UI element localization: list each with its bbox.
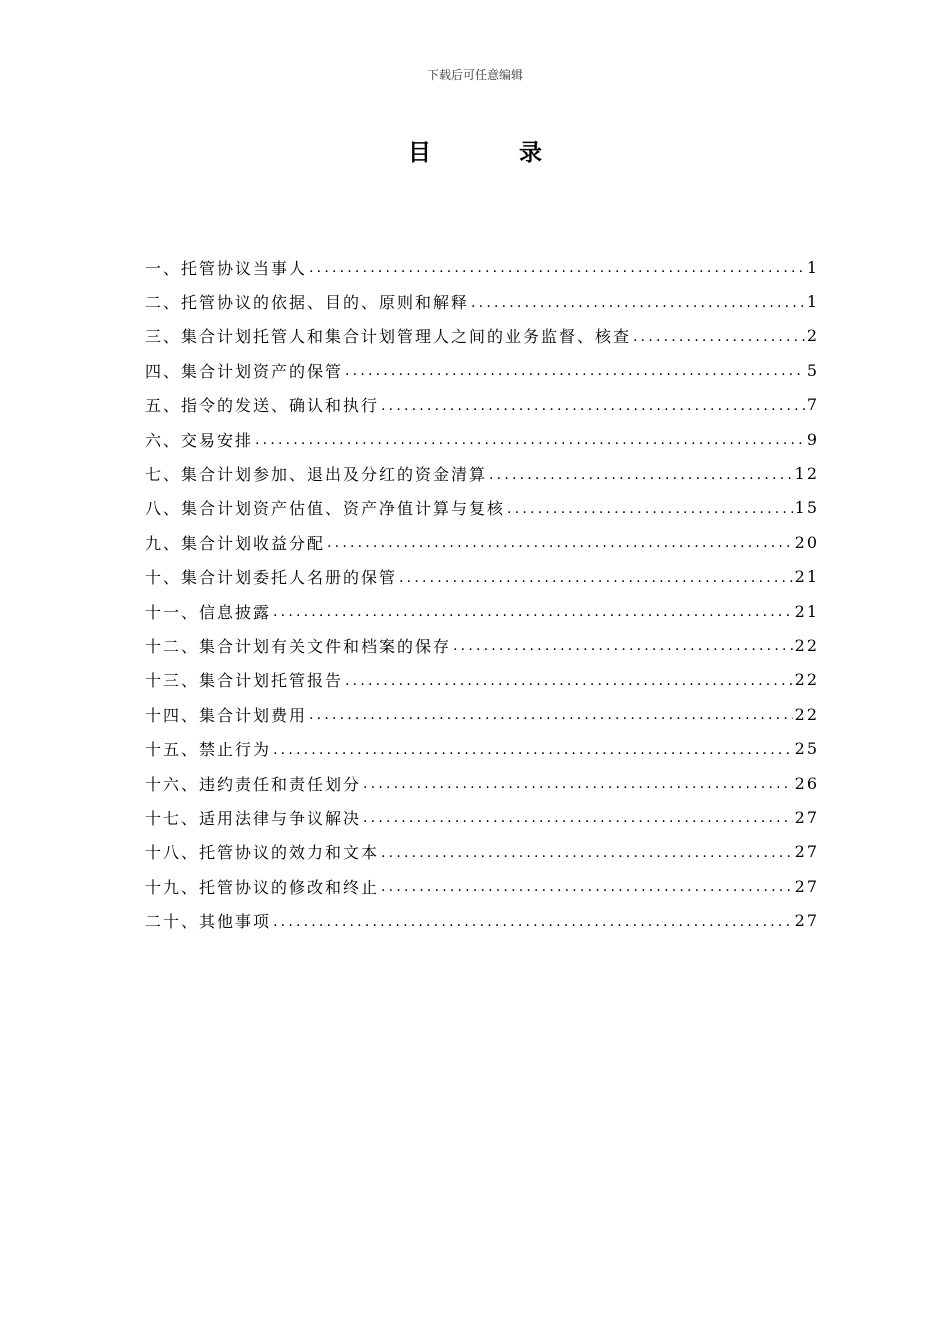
toc-entry[interactable] xyxy=(145,491,819,525)
toc-entry-label: 四、集合计划资产的保管 xyxy=(145,361,344,381)
toc-leader-dots xyxy=(363,806,793,828)
toc-entry[interactable] xyxy=(145,628,819,662)
toc-entry-page-number: 7 xyxy=(806,395,819,415)
toc-entry[interactable] xyxy=(145,835,819,869)
toc-leader-dots xyxy=(489,463,793,485)
toc-entry-page-number: 12 xyxy=(794,464,819,484)
page-title: 目 录 xyxy=(407,140,582,166)
toc-entry[interactable] xyxy=(145,800,819,834)
toc-entry-label: 十七、适用法律与争议解决 xyxy=(145,808,362,828)
toc-entry-label: 三、集合计划托管人和集合计划管理人之间的业务监督、核查 xyxy=(145,327,632,347)
toc-entry-label: 十、集合计划委托人名册的保管 xyxy=(145,568,398,588)
toc-entry[interactable] xyxy=(145,697,819,731)
toc-entry-label: 十八、托管协议的效力和文本 xyxy=(145,843,380,863)
toc-leader-dots xyxy=(399,566,793,588)
toc-entry-label: 五、指令的发送、确认和执行 xyxy=(145,396,380,416)
toc-entry-label: 二十、其他事项 xyxy=(145,912,272,932)
toc-entry-page-number: 21 xyxy=(794,567,819,587)
toc-entry-page-number: 5 xyxy=(806,360,819,380)
toc-entry-label: 十三、集合计划托管报告 xyxy=(145,671,344,691)
toc-leader-dots xyxy=(309,703,793,725)
toc-entry-page-number: 21 xyxy=(794,601,819,621)
toc-entry[interactable] xyxy=(145,766,819,800)
toc-entry[interactable] xyxy=(145,525,819,559)
toc-entry-label: 十九、托管协议的修改和终止 xyxy=(145,877,380,897)
toc-entry-page-number: 27 xyxy=(794,876,819,896)
toc-leader-dots xyxy=(381,394,805,416)
toc-entry-label: 九、集合计划收益分配 xyxy=(145,533,326,553)
toc-leader-dots xyxy=(633,325,805,347)
toc-leader-dots xyxy=(273,910,793,932)
header-note: 下载后可任意编辑 xyxy=(426,68,523,82)
toc-entry[interactable] xyxy=(145,731,819,765)
toc-entry[interactable] xyxy=(145,284,819,318)
toc-entry[interactable] xyxy=(145,663,819,697)
toc-entry-page-number: 20 xyxy=(794,532,819,552)
toc-leader-dots xyxy=(363,772,793,794)
toc-leader-dots xyxy=(273,738,793,760)
toc-leader-dots xyxy=(309,256,805,278)
toc-leader-dots xyxy=(381,841,793,863)
toc-leader-dots xyxy=(345,669,793,691)
toc-leader-dots xyxy=(345,359,805,381)
toc-entry[interactable] xyxy=(145,353,819,387)
toc-entry-page-number: 22 xyxy=(794,670,819,690)
toc-entry-page-number: 27 xyxy=(794,911,819,931)
toc-entry-page-number: 26 xyxy=(794,773,819,793)
toc-entry-label: 七、集合计划参加、退出及分红的资金清算 xyxy=(145,465,488,485)
toc-entry-label: 八、集合计划资产估值、资产净值计算与复核 xyxy=(145,499,506,519)
toc-entry-label: 十一、信息披露 xyxy=(145,602,272,622)
toc-entry[interactable] xyxy=(145,422,819,456)
toc-entry[interactable] xyxy=(145,903,819,937)
toc-entry-label: 十四、集合计划费用 xyxy=(145,705,308,725)
toc-entry[interactable] xyxy=(145,456,819,490)
toc-entry-page-number: 2 xyxy=(806,326,819,346)
toc-entry[interactable] xyxy=(145,319,819,353)
toc-leader-dots xyxy=(507,497,793,519)
toc-leader-dots xyxy=(273,600,793,622)
toc-entry-page-number: 25 xyxy=(794,739,819,759)
toc-entry-label: 十五、禁止行为 xyxy=(145,740,272,760)
toc-entry-page-number: 9 xyxy=(806,429,819,449)
toc-entry[interactable] xyxy=(145,869,819,903)
toc-entry-page-number: 1 xyxy=(806,257,819,277)
toc-leader-dots xyxy=(381,875,793,897)
toc-entry-page-number: 22 xyxy=(794,635,819,655)
toc-leader-dots xyxy=(327,531,793,553)
toc-leader-dots xyxy=(255,428,805,450)
table-of-contents xyxy=(145,250,819,938)
toc-entry-label: 六、交易安排 xyxy=(145,430,254,450)
toc-entry-page-number: 27 xyxy=(794,807,819,827)
toc-entry-page-number: 27 xyxy=(794,842,819,862)
toc-leader-dots xyxy=(453,634,793,656)
toc-entry-page-number: 1 xyxy=(806,292,819,312)
toc-entry-label: 一、托管协议当事人 xyxy=(145,258,308,278)
toc-entry-label: 二、托管协议的依据、目的、原则和解释 xyxy=(145,293,470,313)
toc-entry-label: 十二、集合计划有关文件和档案的保存 xyxy=(145,636,452,656)
toc-entry[interactable] xyxy=(145,250,819,284)
toc-leader-dots xyxy=(471,291,805,313)
toc-entry[interactable] xyxy=(145,560,819,594)
toc-entry-page-number: 22 xyxy=(794,704,819,724)
toc-entry-label: 十六、违约责任和责任划分 xyxy=(145,774,362,794)
toc-entry-page-number: 15 xyxy=(794,498,819,518)
toc-entry[interactable] xyxy=(145,388,819,422)
toc-entry[interactable] xyxy=(145,594,819,628)
